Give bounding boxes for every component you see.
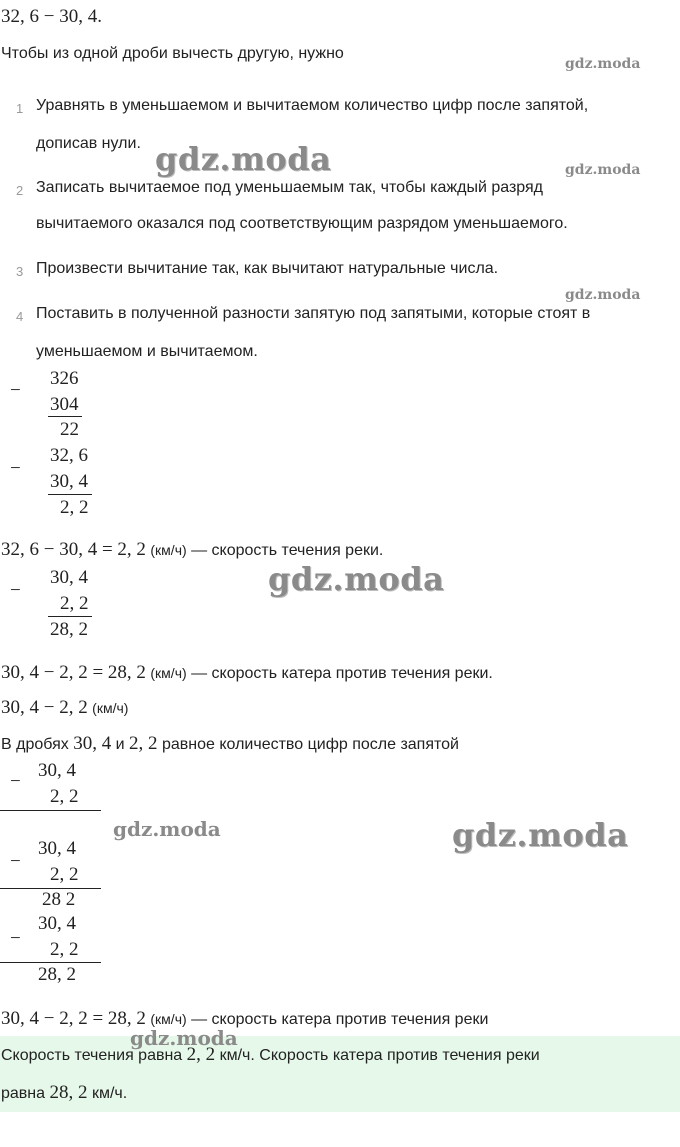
- subtraction-line: [48, 616, 92, 617]
- note-value: 2, 2: [129, 733, 158, 754]
- watermark: gdz.moda: [452, 816, 629, 854]
- equation-math: 32, 6 − 30, 4 = 2, 2: [1, 539, 146, 560]
- minuend: 30, 4: [50, 567, 88, 588]
- note-pre: В дробях: [1, 736, 69, 753]
- step-text: вычитаемого оказался под соответствующим разрядом уменьшаемого.: [36, 215, 568, 232]
- step-text: Записать вычитаемое под уменьшаемым так, чтобы каждый разряд: [36, 179, 544, 196]
- note-post: равное количество цифр после запятой: [161, 736, 459, 753]
- intro-text: Чтобы из одной дроби вычесть другую, нужно: [1, 45, 344, 62]
- equation-text: — скорость катера против течения реки.: [191, 665, 493, 682]
- equation-math: 30, 4 − 2, 2 = 28, 2: [1, 662, 146, 683]
- note-mid: и: [115, 736, 125, 753]
- answer-value: 28, 2: [49, 1082, 88, 1103]
- step-number: 4: [16, 309, 24, 324]
- watermark: gdz.moda: [155, 140, 332, 178]
- minuend: 30, 4: [38, 760, 76, 781]
- step-text: Произвести вычитание так, как вычитают натуральные числа.: [36, 260, 499, 277]
- note-text: [1, 733, 459, 755]
- equation-text: — скорость катера против течения реки: [191, 1011, 489, 1028]
- difference: 28 2: [42, 889, 76, 910]
- step-text: дописав нули.: [36, 135, 141, 152]
- subtraction-line: [0, 810, 101, 811]
- minus-sign: −: [10, 380, 21, 401]
- minus-sign: −: [10, 928, 21, 949]
- step-number: 1: [16, 101, 24, 116]
- unit: (км/ч): [150, 1011, 187, 1027]
- unit: (км/ч): [150, 665, 187, 681]
- minuend: 32, 6: [50, 445, 88, 466]
- subtrahend: 30, 4: [50, 471, 88, 492]
- minuend: 326: [50, 368, 79, 389]
- watermark: gdz.moda: [565, 287, 641, 303]
- watermark: gdz.moda: [565, 56, 641, 72]
- answer-box: [0, 1036, 680, 1112]
- note-value: 30, 4: [73, 733, 112, 754]
- task-expression: 32, 6 − 30, 4.: [1, 6, 102, 27]
- subtrahend: 304: [50, 394, 79, 415]
- equation-expression: [1, 697, 128, 719]
- equation-math: 30, 4 − 2, 2 = 28, 2: [1, 1008, 146, 1029]
- watermark: gdz.moda: [130, 1026, 238, 1050]
- minus-sign: −: [10, 851, 21, 872]
- difference: 22: [60, 419, 79, 440]
- subtrahend: 2, 2: [60, 593, 89, 614]
- unit: (км/ч): [92, 700, 129, 716]
- equation-current-speed: [1, 539, 383, 561]
- subtrahend: 2, 2: [50, 939, 79, 960]
- equation-boat-speed: [1, 662, 493, 684]
- difference: 2, 2: [60, 497, 89, 518]
- minus-sign: −: [10, 458, 21, 479]
- subtraction-line: [0, 962, 101, 963]
- equation-boat-speed-final: [1, 1008, 488, 1030]
- subtraction-line: [48, 494, 92, 495]
- subtrahend: 2, 2: [50, 786, 79, 807]
- minuend: 30, 4: [38, 913, 76, 934]
- difference: 28, 2: [38, 964, 76, 985]
- step-number: 3: [16, 264, 24, 279]
- watermark: gdz.moda: [113, 817, 221, 841]
- answer-value: 2, 2: [186, 1044, 216, 1065]
- watermark: gdz.moda: [565, 162, 641, 178]
- answer-text: равна: [1, 1085, 46, 1102]
- unit: (км/ч): [150, 542, 187, 558]
- step-number: 2: [16, 183, 24, 198]
- step-text: уменьшаемом и вычитаемом.: [36, 343, 258, 360]
- equation-math: 30, 4 − 2, 2: [1, 697, 88, 718]
- answer-line: [1, 1082, 127, 1104]
- answer-text: км/ч.: [91, 1085, 128, 1102]
- answer-line: [1, 1044, 540, 1066]
- difference: 28, 2: [50, 619, 88, 640]
- minuend: 30, 4: [38, 838, 76, 859]
- watermark: gdz.moda: [268, 560, 445, 598]
- answer-text: км/ч. Скорость катера против течения реки: [219, 1047, 540, 1064]
- minus-sign: −: [10, 771, 21, 792]
- subtraction-line: [48, 416, 82, 417]
- step-text: Поставить в полученной разности запятую под запятыми, которые стоят в: [36, 305, 591, 322]
- equation-text: — скорость течения реки.: [191, 542, 384, 559]
- step-text: Уравнять в уменьшаемом и вычитаемом количество цифр после запятой,: [36, 97, 589, 114]
- answer-text: Скорость течения равна: [1, 1047, 183, 1064]
- subtrahend: 2, 2: [50, 864, 79, 885]
- minus-sign: −: [10, 580, 21, 601]
